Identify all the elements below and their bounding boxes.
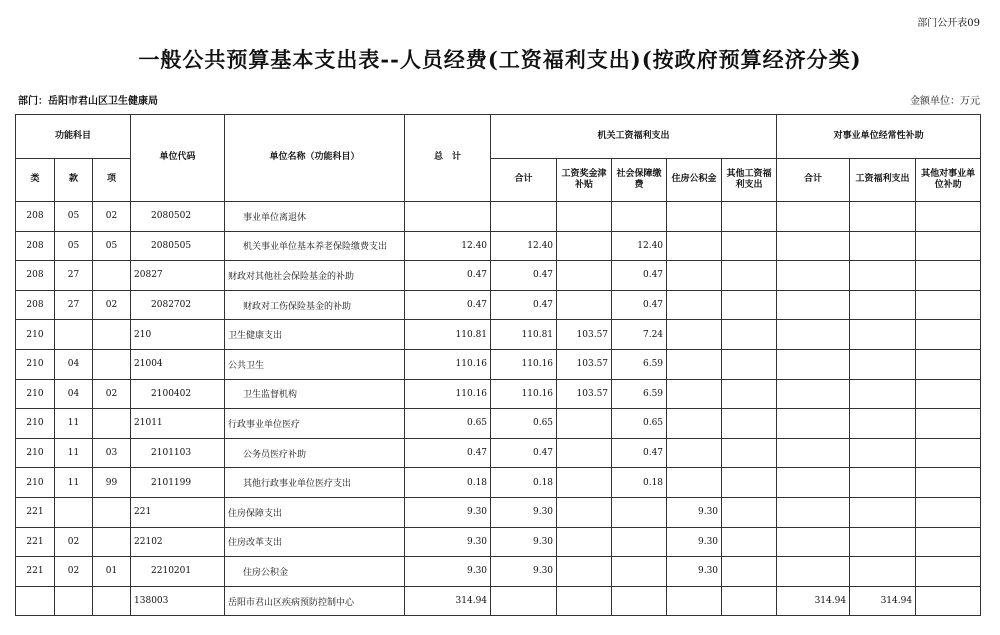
cell-org-social: 7.24 — [612, 320, 667, 350]
header-inst-other: 其他对事业单位补助 — [916, 159, 981, 202]
cell-inst-wage: 314.94 — [850, 586, 916, 616]
cell-total: 9.30 — [405, 557, 491, 587]
cell-org-social — [612, 527, 667, 557]
cell-kuan — [55, 320, 93, 350]
form-number: 部门公开表09 — [917, 18, 980, 29]
cell-name: 公务员医疗补助 — [225, 438, 405, 468]
cell-inst-sum — [777, 261, 850, 291]
cell-org-other — [722, 379, 777, 409]
cell-name: 事业单位离退休 — [225, 202, 405, 232]
cell-kuan — [55, 586, 93, 616]
cell-xiang: 03 — [93, 438, 131, 468]
cell-total — [405, 202, 491, 232]
cell-org-bonus — [557, 527, 612, 557]
cell-lei: 210 — [16, 409, 55, 439]
table-row — [16, 409, 981, 439]
header-org-bonus: 工资奖金津补贴 — [557, 159, 612, 202]
cell-org-other — [722, 409, 777, 439]
table-row — [16, 261, 981, 291]
table-row — [16, 290, 981, 320]
cell-name: 卫生监督机构 — [225, 379, 405, 409]
cell-org-bonus — [557, 497, 612, 527]
cell-kuan: 27 — [55, 290, 93, 320]
cell-org-housing — [667, 320, 722, 350]
cell-kuan — [55, 497, 93, 527]
cell-inst-wage — [850, 261, 916, 291]
cell-lei: 208 — [16, 202, 55, 232]
table-row — [16, 438, 981, 468]
cell-org-bonus: 103.57 — [557, 379, 612, 409]
header-org-other: 其他工资福利支出 — [722, 159, 777, 202]
cell-name: 住房保障支出 — [225, 497, 405, 527]
cell-total: 110.16 — [405, 379, 491, 409]
cell-org-bonus — [557, 586, 612, 616]
cell-total: 0.47 — [405, 290, 491, 320]
cell-inst-other — [916, 409, 981, 439]
cell-inst-other — [916, 261, 981, 291]
cell-org-sum: 0.47 — [491, 261, 557, 291]
cell-inst-sum — [777, 290, 850, 320]
cell-inst-wage — [850, 231, 916, 261]
cell-lei: 208 — [16, 261, 55, 291]
cell-org-social: 12.40 — [612, 231, 667, 261]
cell-xiang — [93, 320, 131, 350]
cell-total: 110.16 — [405, 349, 491, 379]
cell-org-bonus — [557, 468, 612, 498]
cell-org-other — [722, 497, 777, 527]
page-title: 一般公共预算基本支出表--人员经费(工资福利支出)(按政府预算经济分类) — [138, 47, 862, 72]
cell-total: 0.65 — [405, 409, 491, 439]
cell-kuan: 05 — [55, 231, 93, 261]
cell-inst-sum — [777, 409, 850, 439]
cell-code: 21004 — [131, 349, 225, 379]
cell-org-housing — [667, 231, 722, 261]
cell-total: 12.40 — [405, 231, 491, 261]
table-row — [16, 468, 981, 498]
cell-code: 2210201 — [131, 557, 225, 587]
table-row — [16, 527, 981, 557]
header-inst-group: 对事业单位经常性补助 — [777, 115, 981, 159]
cell-xiang — [93, 349, 131, 379]
table-row — [16, 320, 981, 350]
cell-inst-wage — [850, 349, 916, 379]
cell-lei: 210 — [16, 320, 55, 350]
cell-total: 0.47 — [405, 261, 491, 291]
cell-lei: 210 — [16, 349, 55, 379]
table-row — [16, 497, 981, 527]
cell-org-other — [722, 586, 777, 616]
cell-inst-sum — [777, 468, 850, 498]
cell-lei: 221 — [16, 497, 55, 527]
header-inst-wage: 工资福利支出 — [850, 159, 916, 202]
cell-kuan: 27 — [55, 261, 93, 291]
header-unit-name: 单位名称（功能科目） — [225, 115, 405, 202]
cell-inst-sum — [777, 231, 850, 261]
cell-org-social: 6.59 — [612, 349, 667, 379]
cell-kuan: 11 — [55, 468, 93, 498]
table-row — [16, 379, 981, 409]
cell-xiang: 05 — [93, 231, 131, 261]
cell-total: 0.47 — [405, 438, 491, 468]
cell-total: 0.18 — [405, 468, 491, 498]
cell-inst-wage — [850, 527, 916, 557]
header-org-social: 社会保障缴费 — [612, 159, 667, 202]
cell-xiang: 01 — [93, 557, 131, 587]
cell-org-other — [722, 320, 777, 350]
cell-kuan: 11 — [55, 409, 93, 439]
cell-inst-sum — [777, 379, 850, 409]
cell-kuan: 11 — [55, 438, 93, 468]
cell-inst-sum — [777, 202, 850, 232]
cell-lei: 208 — [16, 231, 55, 261]
cell-xiang: 02 — [93, 379, 131, 409]
cell-org-housing: 9.30 — [667, 527, 722, 557]
cell-org-housing — [667, 379, 722, 409]
cell-org-sum: 12.40 — [491, 231, 557, 261]
cell-inst-other — [916, 438, 981, 468]
cell-inst-wage — [850, 409, 916, 439]
cell-org-sum — [491, 202, 557, 232]
cell-inst-sum: 314.94 — [777, 586, 850, 616]
cell-inst-other — [916, 586, 981, 616]
cell-code: 21011 — [131, 409, 225, 439]
cell-inst-wage — [850, 379, 916, 409]
cell-total: 314.94 — [405, 586, 491, 616]
cell-name: 住房改革支出 — [225, 527, 405, 557]
cell-org-sum: 0.18 — [491, 468, 557, 498]
cell-org-housing — [667, 468, 722, 498]
cell-org-sum: 0.47 — [491, 290, 557, 320]
cell-inst-wage — [850, 438, 916, 468]
cell-org-social — [612, 586, 667, 616]
cell-org-sum: 110.16 — [491, 379, 557, 409]
cell-inst-other — [916, 202, 981, 232]
cell-org-sum: 9.30 — [491, 557, 557, 587]
cell-org-other — [722, 290, 777, 320]
cell-org-bonus — [557, 202, 612, 232]
cell-total: 110.81 — [405, 320, 491, 350]
cell-inst-wage — [850, 202, 916, 232]
cell-lei: 210 — [16, 379, 55, 409]
cell-code: 2080502 — [131, 202, 225, 232]
amount-unit-label: 金额单位：万元 — [910, 96, 980, 107]
cell-org-bonus — [557, 438, 612, 468]
header-xiang: 项 — [93, 159, 131, 202]
cell-org-housing — [667, 438, 722, 468]
cell-org-sum: 110.16 — [491, 349, 557, 379]
cell-inst-other — [916, 468, 981, 498]
header-kuan: 款 — [55, 159, 93, 202]
cell-xiang: 99 — [93, 468, 131, 498]
cell-org-housing — [667, 409, 722, 439]
cell-xiang: 02 — [93, 290, 131, 320]
cell-org-other — [722, 527, 777, 557]
header-func-subject: 功能科目 — [16, 115, 131, 159]
cell-inst-sum — [777, 349, 850, 379]
cell-lei — [16, 586, 55, 616]
cell-xiang — [93, 527, 131, 557]
cell-org-social — [612, 202, 667, 232]
cell-lei: 208 — [16, 290, 55, 320]
cell-org-social: 0.47 — [612, 290, 667, 320]
cell-code: 221 — [131, 497, 225, 527]
cell-inst-other — [916, 527, 981, 557]
table-row — [16, 349, 981, 379]
cell-inst-sum — [777, 527, 850, 557]
cell-code: 138003 — [131, 586, 225, 616]
cell-code: 2101103 — [131, 438, 225, 468]
cell-org-other — [722, 438, 777, 468]
cell-inst-other — [916, 290, 981, 320]
cell-code: 20827 — [131, 261, 225, 291]
table-row — [16, 202, 981, 232]
cell-org-sum: 0.47 — [491, 438, 557, 468]
cell-kuan: 02 — [55, 557, 93, 587]
cell-org-housing — [667, 202, 722, 232]
header-org-subtotal: 合计 — [491, 159, 557, 202]
cell-org-bonus — [557, 261, 612, 291]
table-body — [16, 202, 981, 616]
cell-org-other — [722, 468, 777, 498]
table-row — [16, 231, 981, 261]
cell-code: 210 — [131, 320, 225, 350]
cell-org-other — [722, 349, 777, 379]
cell-xiang — [93, 497, 131, 527]
cell-kuan: 04 — [55, 349, 93, 379]
cell-inst-sum — [777, 557, 850, 587]
cell-org-other — [722, 231, 777, 261]
cell-org-social — [612, 557, 667, 587]
cell-inst-other — [916, 557, 981, 587]
cell-name: 其他行政事业单位医疗支出 — [225, 468, 405, 498]
table-row — [16, 557, 981, 587]
cell-inst-wage — [850, 468, 916, 498]
cell-kuan: 02 — [55, 527, 93, 557]
cell-org-housing — [667, 261, 722, 291]
header-lei: 类 — [16, 159, 55, 202]
header-org-group: 机关工资福利支出 — [491, 115, 777, 159]
cell-inst-wage — [850, 290, 916, 320]
cell-name: 机关事业单位基本养老保险缴费支出 — [225, 231, 405, 261]
cell-org-other — [722, 261, 777, 291]
cell-total: 9.30 — [405, 527, 491, 557]
cell-org-social: 0.47 — [612, 261, 667, 291]
cell-org-social: 0.18 — [612, 468, 667, 498]
cell-inst-other — [916, 379, 981, 409]
cell-lei: 221 — [16, 557, 55, 587]
header-inst-subtotal: 合计 — [777, 159, 850, 202]
cell-org-sum: 110.81 — [491, 320, 557, 350]
cell-name: 岳阳市君山区疾病预防控制中心 — [225, 586, 405, 616]
cell-inst-sum — [777, 497, 850, 527]
header-total: 总 计 — [405, 115, 491, 202]
cell-inst-other — [916, 320, 981, 350]
cell-inst-other — [916, 497, 981, 527]
cell-name: 住房公积金 — [225, 557, 405, 587]
cell-inst-sum — [777, 438, 850, 468]
table-row — [16, 586, 981, 616]
cell-name: 卫生健康支出 — [225, 320, 405, 350]
cell-org-social: 0.47 — [612, 438, 667, 468]
cell-inst-wage — [850, 497, 916, 527]
department-label: 部门：岳阳市君山区卫生健康局 — [18, 96, 158, 107]
cell-kuan: 05 — [55, 202, 93, 232]
cell-xiang: 02 — [93, 202, 131, 232]
header-unit-code: 单位代码 — [131, 115, 225, 202]
cell-org-bonus: 103.57 — [557, 349, 612, 379]
cell-org-bonus — [557, 231, 612, 261]
cell-inst-wage — [850, 320, 916, 350]
cell-org-bonus — [557, 557, 612, 587]
cell-lei: 210 — [16, 438, 55, 468]
cell-xiang — [93, 586, 131, 616]
cell-code: 2082702 — [131, 290, 225, 320]
cell-code: 2080505 — [131, 231, 225, 261]
cell-org-sum: 9.30 — [491, 527, 557, 557]
cell-org-sum — [491, 586, 557, 616]
cell-code: 22102 — [131, 527, 225, 557]
cell-name: 公共卫生 — [225, 349, 405, 379]
cell-org-social — [612, 497, 667, 527]
cell-org-sum: 0.65 — [491, 409, 557, 439]
cell-inst-other — [916, 349, 981, 379]
cell-org-bonus — [557, 409, 612, 439]
cell-org-social: 6.59 — [612, 379, 667, 409]
cell-inst-sum — [777, 320, 850, 350]
cell-org-other — [722, 202, 777, 232]
cell-org-housing — [667, 349, 722, 379]
cell-name: 财政对其他社会保险基金的补助 — [225, 261, 405, 291]
cell-xiang — [93, 261, 131, 291]
cell-xiang — [93, 409, 131, 439]
cell-name: 财政对工伤保险基金的补助 — [225, 290, 405, 320]
cell-org-bonus — [557, 290, 612, 320]
cell-inst-wage — [850, 557, 916, 587]
cell-org-housing — [667, 586, 722, 616]
cell-code: 2100402 — [131, 379, 225, 409]
cell-org-housing: 9.30 — [667, 497, 722, 527]
cell-name: 行政事业单位医疗 — [225, 409, 405, 439]
cell-org-other — [722, 557, 777, 587]
cell-inst-other — [916, 231, 981, 261]
cell-lei: 210 — [16, 468, 55, 498]
cell-org-housing: 9.30 — [667, 557, 722, 587]
cell-org-social: 0.65 — [612, 409, 667, 439]
cell-lei: 221 — [16, 527, 55, 557]
cell-org-bonus: 103.57 — [557, 320, 612, 350]
cell-total: 9.30 — [405, 497, 491, 527]
cell-org-housing — [667, 290, 722, 320]
header-org-housing: 住房公积金 — [667, 159, 722, 202]
budget-table — [15, 114, 981, 616]
cell-kuan: 04 — [55, 379, 93, 409]
cell-org-sum: 9.30 — [491, 497, 557, 527]
cell-code: 2101199 — [131, 468, 225, 498]
